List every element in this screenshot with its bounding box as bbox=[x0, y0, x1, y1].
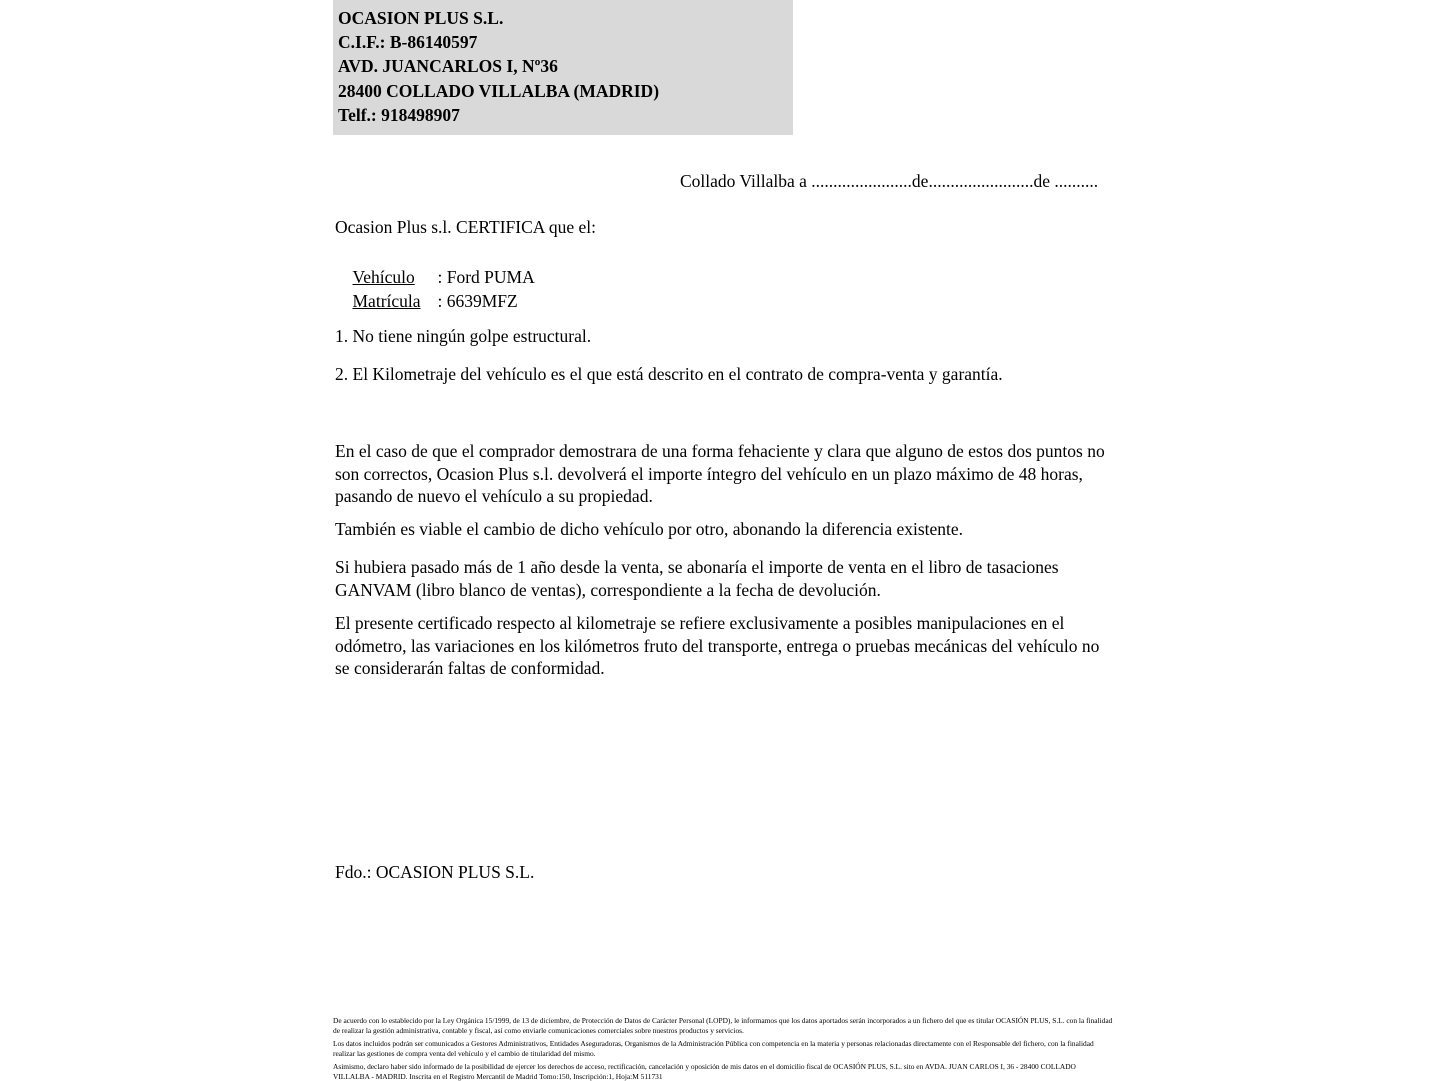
body-paragraph-1: En el caso de que el comprador demostrara de una forma fehaciente y clara que alguno de estos dos puntos no son correctos, Ocasion Plus s.l. devolverá el importe íntegro del vehículo en un plazo máximo de 48 horas, pasando de nuevo el vehículo a su propiedad. bbox=[335, 441, 1105, 506]
place-date-line: Collado Villalba a .......................de........................de .......... bbox=[680, 171, 1099, 191]
company-street: AVD. JUANCARLOS I, Nº36 bbox=[338, 56, 558, 77]
certifies-intro: Ocasion Plus s.l. CERTIFICA que el: bbox=[335, 217, 596, 237]
body-paragraph-3: Si hubiera pasado más de 1 año desde la venta, se abonaría el importe de venta en el libro de tasaciones GANVAM (libro blanco de ventas), correspondiente a la fecha de devolución. bbox=[335, 557, 1059, 600]
signature-line: Fdo.: OCASION PLUS S.L. bbox=[335, 862, 535, 882]
legal-paragraph-1: De acuerdo con lo establecido por la Ley Orgánica 15/1999, de 13 de diciembre, de Protección de Datos de Carácter Personal (LOPD), le informamos que los datos aportados serán incorporados a un fichero del que es titular OCASIÓN PLUS, S.L. con la finalidad de realizar la gestión administrativa, contable y fiscal, así como enviarle comunicaciones comerciales sobre nuestros productos y servicios. bbox=[333, 1016, 1113, 1035]
plate-label: Matrícula bbox=[352, 291, 421, 311]
legal-paragraph-2: Los datos incluidos podrán ser comunicados a Gestores Administrativos, Entidades Aseguradoras, Organismos de la Administración Pública con competencia en la materia y personas relacionadas directamente con el Responsable del fichero, con la finalidad realizar las gestiones de compra venta del vehículo y el cambio de titularidad del mismo. bbox=[333, 1039, 1094, 1058]
vehicle-value: Ford PUMA bbox=[446, 267, 535, 287]
company-name: OCASION PLUS S.L. bbox=[338, 8, 504, 28]
company-cif: C.I.F.: B-86140597 bbox=[338, 32, 478, 53]
plate-value: 6639MFZ bbox=[446, 291, 518, 311]
company-header-box bbox=[333, 0, 793, 135]
certification-point-2: 2. El Kilometraje del vehículo es el que está descrito en el contrato de compra-venta y garantía. bbox=[335, 364, 1003, 384]
plate-separator: : bbox=[437, 291, 447, 311]
company-phone: Telf.: 918498907 bbox=[338, 104, 460, 125]
vehicle-label: Vehículo bbox=[352, 267, 415, 287]
legal-footer bbox=[333, 1016, 1113, 1081]
company-city: 28400 COLLADO VILLALBA (MADRID) bbox=[338, 80, 660, 101]
body-paragraph-4: El presente certificado respecto al kilometraje se refiere exclusivamente a posibles manipulaciones en el odómetro, las variaciones en los kilómetros fruto del transporte, entrega o pruebas mecánicas del vehículo no se considerarán faltas de conformidad. bbox=[335, 613, 1100, 678]
body-paragraph-2: También es viable el cambio de dicho vehículo por otro, abonando la diferencia existente. bbox=[335, 519, 964, 539]
vehicle-separator: : bbox=[437, 267, 447, 287]
certification-point-1: 1. No tiene ningún golpe estructural. bbox=[335, 326, 592, 346]
legal-paragraph-3: Asimismo, declaro haber sido informado de la posibilidad de ejercer los derechos de acceso, rectificación, cancelación y oposición de mis datos en el domicilio fiscal de OCASIÓN PLUS, S.L. sito en AVDA. JUAN CARLOS I, 36 - 28400 COLLADO VILLALBA - MADRID. Inscrita en el Registro Mercantil de Madrid Tomo:150, Inscripción:1, Hoja:M 511731 bbox=[333, 1062, 1076, 1081]
